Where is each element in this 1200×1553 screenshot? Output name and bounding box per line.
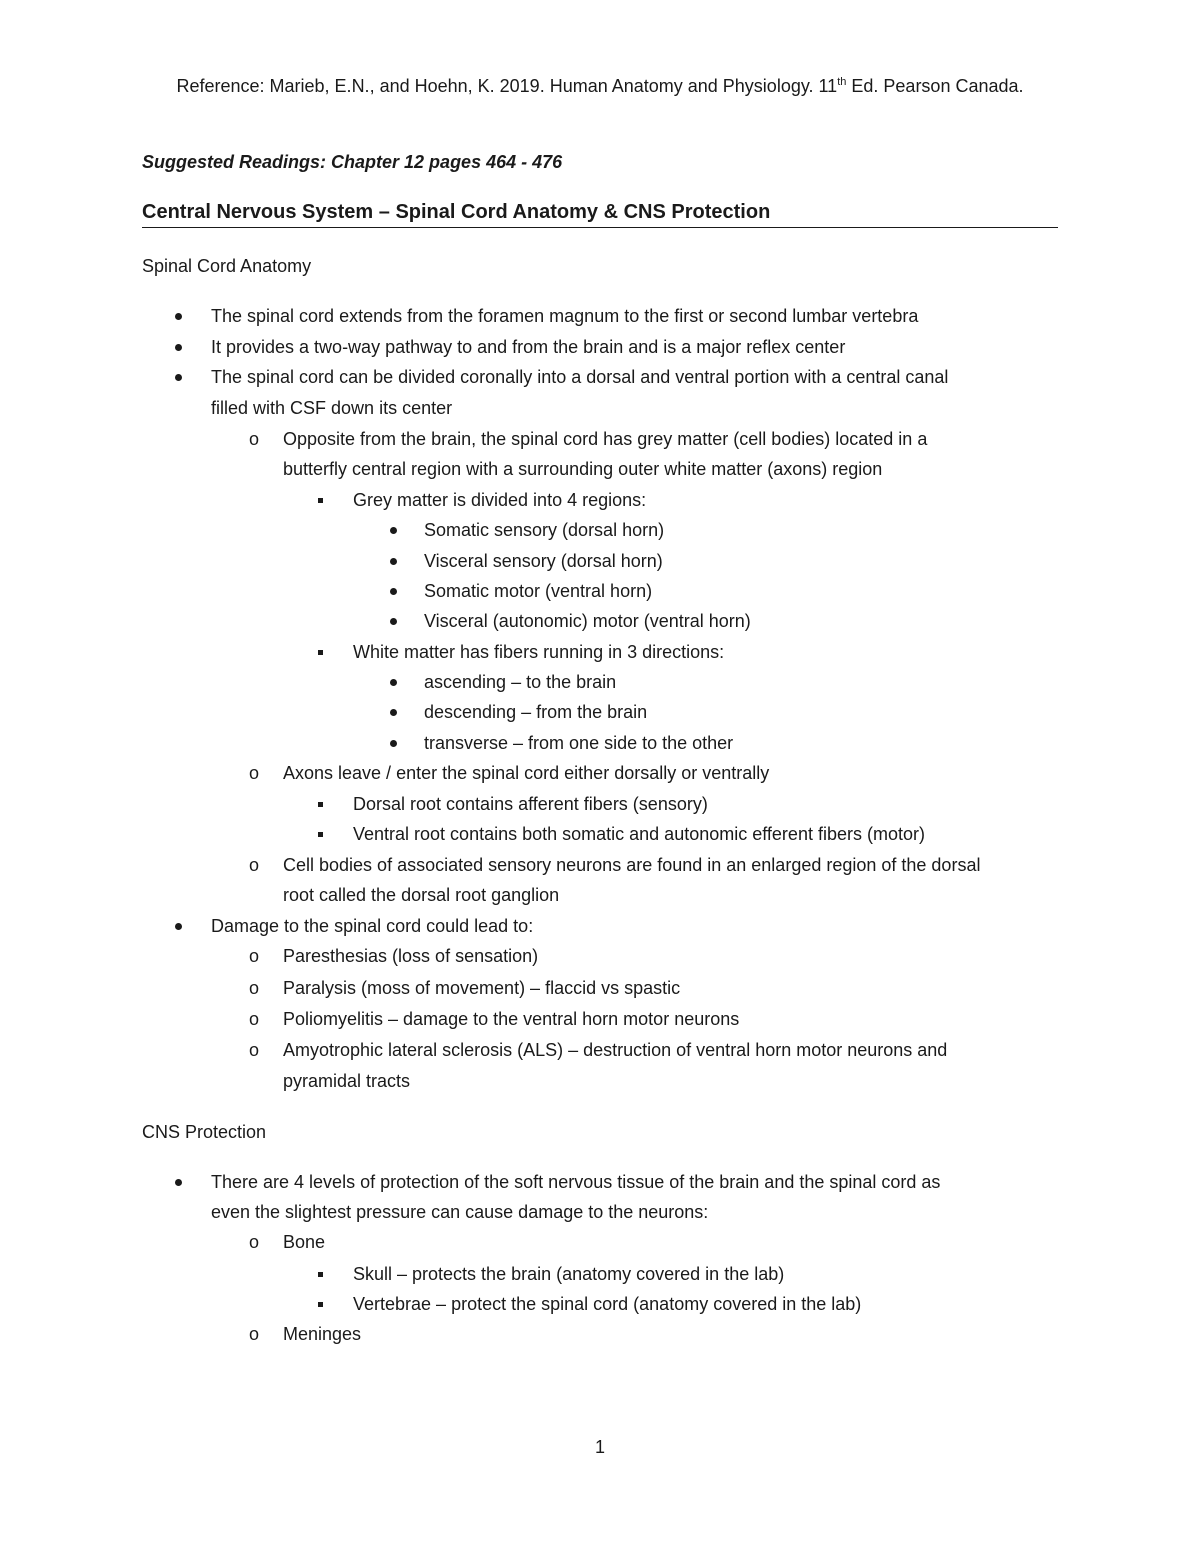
list-item: Visceral (autonomic) motor (ventral horn) (424, 611, 751, 631)
circle-marker: o (249, 429, 260, 449)
list-item: ascending – to the brain (424, 672, 617, 692)
circle-marker: o (249, 855, 260, 875)
list-item: Amyotrophic lateral sclerosis (ALS) – destruction of ventral horn motor neurons and (283, 1040, 948, 1060)
reference-text: Reference: Marieb, E.N., and Hoehn, K. 2019. Human Anatomy and Physiology. 11 (176, 76, 838, 96)
circle-marker: o (249, 1232, 260, 1252)
list-item: Skull – protects the brain (anatomy covered in the lab) (353, 1264, 785, 1284)
list-item: Grey matter is divided into 4 regions: (353, 490, 647, 510)
list-item: Opposite from the brain, the spinal cord has grey matter (cell bodies) located in a (283, 429, 928, 449)
list-item: Dorsal root contains afferent fibers (sensory) (353, 794, 708, 814)
list-item: Axons leave / enter the spinal cord either dorsally or ventrally (283, 763, 770, 783)
list-item: Cell bodies of associated sensory neurons are found in an enlarged region of the dorsal (283, 855, 981, 875)
section-heading-spinal-cord-anatomy: Spinal Cord Anatomy (142, 256, 312, 276)
list-item: Damage to the spinal cord could lead to: (211, 916, 534, 936)
list-item-continuation: even the slightest pressure can cause damage to the neurons: (211, 1202, 709, 1222)
list-item: Meninges (283, 1324, 362, 1344)
list-item: It provides a two-way pathway to and from the brain and is a major reflex center (211, 337, 846, 357)
list-item: transverse – from one side to the other (424, 733, 734, 753)
list-item-continuation: root called the dorsal root ganglion (283, 885, 560, 905)
circle-marker: o (249, 1324, 260, 1344)
list-item: White matter has fibers running in 3 directions: (353, 642, 725, 662)
reference-superscript: th (837, 76, 847, 88)
circle-marker: o (249, 978, 260, 998)
list-item: There are 4 levels of protection of the soft nervous tissue of the brain and the spinal cord as (211, 1172, 941, 1192)
list-item: The spinal cord extends from the foramen magnum to the first or second lumbar vertebra (211, 306, 919, 326)
list-item: Vertebrae – protect the spinal cord (anatomy covered in the lab) (353, 1294, 862, 1314)
reference-line (0, 74, 1200, 98)
list-item: Somatic sensory (dorsal horn) (424, 520, 665, 540)
list-item: Somatic motor (ventral horn) (424, 581, 653, 601)
list-item-continuation: filled with CSF down its center (211, 398, 453, 418)
section-heading-cns-protection: CNS Protection (142, 1122, 267, 1142)
list-item: Bone (283, 1232, 326, 1252)
suggested-readings: Suggested Readings: Chapter 12 pages 464 - 476 (142, 152, 563, 172)
reference-text-end: Ed. Pearson Canada. (846, 76, 1024, 96)
circle-marker: o (249, 1009, 260, 1029)
list-item: Paresthesias (loss of sensation) (283, 946, 539, 966)
list-item-continuation: pyramidal tracts (283, 1071, 411, 1091)
circle-marker: o (249, 1040, 260, 1060)
list-item: Ventral root contains both somatic and autonomic efferent fibers (motor) (353, 824, 925, 844)
circle-marker: o (249, 763, 260, 783)
list-item: Poliomyelitis – damage to the ventral horn motor neurons (283, 1009, 740, 1029)
list-item: The spinal cord can be divided coronally into a dorsal and ventral portion with a central canal (211, 367, 949, 387)
circle-marker: o (249, 946, 260, 966)
page-number: 1 (594, 1437, 605, 1457)
list-item: Paralysis (moss of movement) – flaccid vs spastic (283, 978, 681, 998)
page-title: Central Nervous System – Spinal Cord Anatomy & CNS Protection (142, 199, 1058, 228)
list-item: descending – from the brain (424, 702, 648, 722)
list-item-continuation: butterfly central region with a surrounding outer white matter (axons) region (283, 459, 883, 479)
list-item: Visceral sensory (dorsal horn) (424, 551, 663, 571)
